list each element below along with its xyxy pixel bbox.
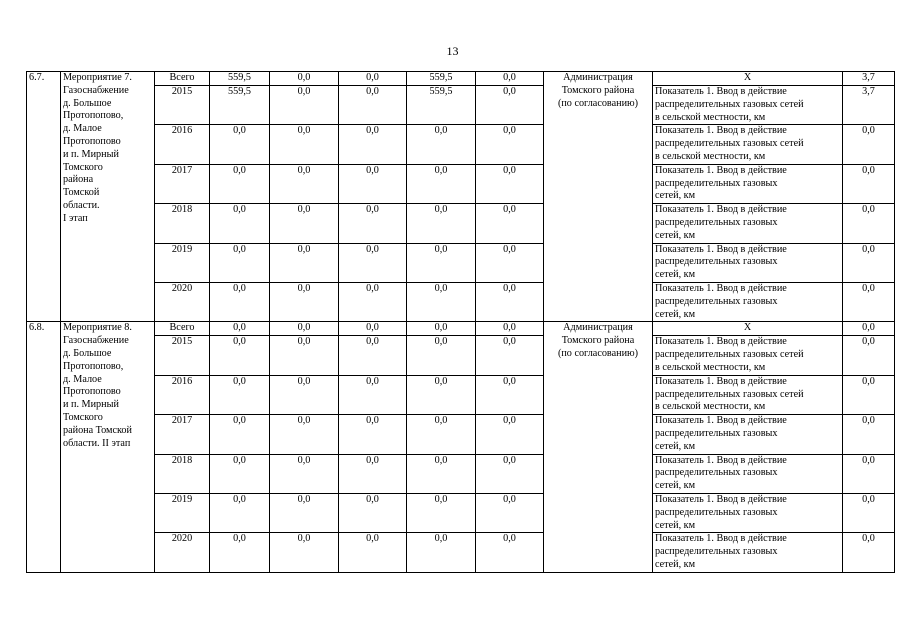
measure-title-line: района Томской xyxy=(63,424,132,436)
amount-cell-c3: 559,5 xyxy=(407,72,476,86)
indicator-value-cell: 0,0 xyxy=(843,125,895,164)
indicator-line: Показатель 1. Ввод в действие xyxy=(655,336,787,348)
amount-cell-total: 0,0 xyxy=(210,493,270,532)
table-row xyxy=(27,454,895,493)
amount-cell-c4: 0,0 xyxy=(476,72,544,86)
indicator-line: Показатель 1. Ввод в действие xyxy=(655,86,787,97)
amount-cell-c3: 0,0 xyxy=(407,454,476,493)
indicator-value-cell: 3,7 xyxy=(843,72,895,86)
indicator-line: Показатель 1. Ввод в действие xyxy=(655,204,787,216)
year-cell: 2017 xyxy=(155,415,210,454)
table-row xyxy=(27,375,895,414)
amount-cell-c1: 0,0 xyxy=(270,375,339,414)
amount-cell-c1: 0,0 xyxy=(270,72,339,86)
indicator-value-cell: 3,7 xyxy=(843,86,895,125)
year-cell: 2019 xyxy=(155,493,210,532)
organization-line: Администрация xyxy=(563,322,633,334)
measure-title-line: и п. Мирный xyxy=(63,148,119,160)
indicator-value-cell: 0,0 xyxy=(843,282,895,321)
indicator-line: сетей, км xyxy=(655,440,696,452)
amount-cell-c1: 0,0 xyxy=(270,164,339,203)
year-cell: 2015 xyxy=(155,336,210,375)
amount-cell-c2: 0,0 xyxy=(339,204,407,243)
amount-cell-c3: 0,0 xyxy=(407,493,476,532)
amount-cell-c4: 0,0 xyxy=(476,533,544,572)
indicator-cell xyxy=(653,282,843,321)
indicator-line: Показатель 1. Ввод в действие xyxy=(655,493,787,505)
amount-cell-c1: 0,0 xyxy=(270,282,339,321)
organization-line: Администрация xyxy=(563,72,633,83)
indicator-value-cell: 0,0 xyxy=(843,493,895,532)
measure-title-line: Протопопово, xyxy=(63,110,124,122)
indicator-line: распределительных газовых xyxy=(655,295,778,307)
table-row xyxy=(27,243,895,282)
indicator-line: в сельской местности, км xyxy=(655,111,766,123)
year-cell: 2020 xyxy=(155,533,210,572)
indicator-line: распределительных газовых xyxy=(655,256,778,268)
indicator-cell xyxy=(653,493,843,532)
amount-cell-c2: 0,0 xyxy=(339,282,407,321)
amount-cell-c4: 0,0 xyxy=(476,415,544,454)
indicator-line: в сельской местности, км xyxy=(655,150,766,162)
table-row xyxy=(27,415,895,454)
table-row xyxy=(27,282,895,321)
table-row xyxy=(27,533,895,572)
indicator-cell xyxy=(653,243,843,282)
indicator-line: сетей, км xyxy=(655,480,696,492)
indicator-line: распределительных газовых сетей xyxy=(655,388,804,400)
indicator-line: сетей, км xyxy=(655,558,696,570)
indicator-value-cell: 0,0 xyxy=(843,415,895,454)
indicator-line: Показатель 1. Ввод в действие xyxy=(655,282,787,294)
indicator-line: распределительных газовых xyxy=(655,546,778,558)
amount-cell-total: 0,0 xyxy=(210,125,270,164)
measure-title-line: Томского xyxy=(63,161,103,173)
measure-title-line: и п. Мирный xyxy=(63,399,119,411)
amount-cell-c1: 0,0 xyxy=(270,415,339,454)
year-cell: 2017 xyxy=(155,164,210,203)
indicator-cell: Х xyxy=(653,322,843,336)
indicator-line: распределительных газовых сетей xyxy=(655,349,804,361)
indicator-cell xyxy=(653,125,843,164)
amount-cell-total: 0,0 xyxy=(210,164,270,203)
indicator-value-cell: 0,0 xyxy=(843,243,895,282)
measure-title-line: Мероприятие 7. xyxy=(63,72,132,83)
measure-title-line: области. xyxy=(63,199,100,211)
amount-cell-c1: 0,0 xyxy=(270,125,339,164)
indicator-value-cell: 0,0 xyxy=(843,164,895,203)
budget-table xyxy=(26,71,895,573)
amount-cell-c1: 0,0 xyxy=(270,243,339,282)
amount-cell-c4: 0,0 xyxy=(476,125,544,164)
measure-title-line: д. Большое xyxy=(63,97,112,109)
amount-cell-c2: 0,0 xyxy=(339,454,407,493)
amount-cell-c3: 0,0 xyxy=(407,243,476,282)
year-cell: 2016 xyxy=(155,375,210,414)
indicator-line: распределительных газовых сетей xyxy=(655,98,804,110)
year-cell: Всего xyxy=(155,72,210,86)
amount-cell-c1: 0,0 xyxy=(270,204,339,243)
amount-cell-c3: 559,5 xyxy=(407,86,476,125)
amount-cell-c4: 0,0 xyxy=(476,493,544,532)
indicator-line: Показатель 1. Ввод в действие xyxy=(655,243,787,255)
indicator-line: сетей, км xyxy=(655,269,696,281)
measure-title-line: Мероприятие 8. xyxy=(63,322,132,334)
amount-cell-c2: 0,0 xyxy=(339,72,407,86)
year-cell: 2018 xyxy=(155,204,210,243)
year-cell: 2016 xyxy=(155,125,210,164)
amount-cell-c4: 0,0 xyxy=(476,454,544,493)
amount-cell-c2: 0,0 xyxy=(339,533,407,572)
indicator-line: распределительных газовых xyxy=(655,177,778,189)
year-cell: 2019 xyxy=(155,243,210,282)
amount-cell-total: 0,0 xyxy=(210,454,270,493)
measure-title-line: Томского xyxy=(63,411,103,423)
table-row xyxy=(27,72,895,86)
amount-cell-total: 0,0 xyxy=(210,415,270,454)
amount-cell-c3: 0,0 xyxy=(407,282,476,321)
amount-cell-c2: 0,0 xyxy=(339,415,407,454)
amount-cell-c3: 0,0 xyxy=(407,125,476,164)
amount-cell-c4: 0,0 xyxy=(476,164,544,203)
indicator-line: сетей, км xyxy=(655,519,696,531)
organization-line: (по согласованию) xyxy=(557,97,639,109)
indicator-line: распределительных газовых сетей xyxy=(655,138,804,150)
organization-line: (по согласованию) xyxy=(557,347,639,359)
amount-cell-total: 0,0 xyxy=(210,282,270,321)
measure-title-line: д. Малое xyxy=(63,373,102,385)
amount-cell-c4: 0,0 xyxy=(476,322,544,336)
amount-cell-c4: 0,0 xyxy=(476,204,544,243)
measure-title-line: Протопопово xyxy=(63,386,121,398)
amount-cell-c3: 0,0 xyxy=(407,533,476,572)
organization-line: Томского района xyxy=(561,335,635,347)
indicator-value-cell: 0,0 xyxy=(843,336,895,375)
amount-cell-c4: 0,0 xyxy=(476,86,544,125)
table-row xyxy=(27,164,895,203)
amount-cell-c1: 0,0 xyxy=(270,336,339,375)
indicator-cell xyxy=(653,204,843,243)
amount-cell-total: 0,0 xyxy=(210,533,270,572)
measure-title-line: Протопопово xyxy=(63,135,121,147)
measure-title xyxy=(61,72,155,322)
indicator-value-cell: 0,0 xyxy=(843,322,895,336)
amount-cell-c3: 0,0 xyxy=(407,336,476,375)
amount-cell-total: 0,0 xyxy=(210,375,270,414)
indicator-cell xyxy=(653,454,843,493)
indicator-cell: Х xyxy=(653,72,843,86)
indicator-cell xyxy=(653,375,843,414)
measure-title xyxy=(61,322,155,572)
measure-title-line: I этап xyxy=(63,212,88,224)
table-row xyxy=(27,86,895,125)
indicator-line: Показатель 1. Ввод в действие xyxy=(655,454,787,466)
indicator-cell xyxy=(653,86,843,125)
indicator-line: Показатель 1. Ввод в действие xyxy=(655,533,787,545)
indicator-cell xyxy=(653,164,843,203)
amount-cell-c4: 0,0 xyxy=(476,336,544,375)
table-row xyxy=(27,322,895,336)
amount-cell-c2: 0,0 xyxy=(339,243,407,282)
indicator-value-cell: 0,0 xyxy=(843,204,895,243)
indicator-cell xyxy=(653,533,843,572)
responsible-organization xyxy=(544,72,653,322)
indicator-line: сетей, км xyxy=(655,190,696,202)
measure-title-line: д. Малое xyxy=(63,123,102,135)
indicator-line: распределительных газовых xyxy=(655,216,778,228)
indicator-line: Показатель 1. Ввод в действие xyxy=(655,375,787,387)
indicator-value-cell: 0,0 xyxy=(843,533,895,572)
table-row xyxy=(27,336,895,375)
indicator-cell xyxy=(653,415,843,454)
measure-title-line: Газоснабжение xyxy=(63,84,129,96)
indicator-line: Показатель 1. Ввод в действие xyxy=(655,415,787,427)
indicator-value-cell: 0,0 xyxy=(843,375,895,414)
amount-cell-total: 0,0 xyxy=(210,243,270,282)
amount-cell-c2: 0,0 xyxy=(339,164,407,203)
amount-cell-c3: 0,0 xyxy=(407,415,476,454)
amount-cell-total: 0,0 xyxy=(210,204,270,243)
amount-cell-c2: 0,0 xyxy=(339,125,407,164)
amount-cell-c2: 0,0 xyxy=(339,86,407,125)
amount-cell-c4: 0,0 xyxy=(476,282,544,321)
year-cell: 2015 xyxy=(155,86,210,125)
measure-code: 6.8. xyxy=(27,322,61,572)
organization-line: Томского района xyxy=(561,84,635,96)
year-cell: 2018 xyxy=(155,454,210,493)
amount-cell-c3: 0,0 xyxy=(407,204,476,243)
indicator-line: в сельской местности, км xyxy=(655,361,766,373)
amount-cell-total: 0,0 xyxy=(210,336,270,375)
amount-cell-c1: 0,0 xyxy=(270,454,339,493)
measure-title-line: области. II этап xyxy=(63,437,131,449)
measure-title-line: д. Большое xyxy=(63,347,112,359)
responsible-organization xyxy=(544,322,653,572)
amount-cell-c2: 0,0 xyxy=(339,375,407,414)
indicator-line: распределительных газовых xyxy=(655,467,778,479)
amount-cell-c4: 0,0 xyxy=(476,243,544,282)
amount-cell-c1: 0,0 xyxy=(270,86,339,125)
indicator-cell xyxy=(653,336,843,375)
year-cell: Всего xyxy=(155,322,210,336)
amount-cell-c4: 0,0 xyxy=(476,375,544,414)
indicator-value-cell: 0,0 xyxy=(843,454,895,493)
amount-cell-c2: 0,0 xyxy=(339,322,407,336)
table-row xyxy=(27,493,895,532)
page-number: 13 xyxy=(446,44,459,58)
amount-cell-total: 0,0 xyxy=(210,322,270,336)
measure-title-line: Томской xyxy=(63,187,100,199)
amount-cell-c1: 0,0 xyxy=(270,322,339,336)
indicator-line: сетей, км xyxy=(655,308,696,320)
measure-title-line: Протопопово, xyxy=(63,360,124,372)
indicator-line: распределительных газовых xyxy=(655,427,778,439)
amount-cell-total: 559,5 xyxy=(210,86,270,125)
indicator-line: Показатель 1. Ввод в действие xyxy=(655,164,787,176)
amount-cell-c1: 0,0 xyxy=(270,493,339,532)
measure-title-line: района xyxy=(63,174,94,186)
indicator-line: распределительных газовых xyxy=(655,506,778,518)
table-row xyxy=(27,125,895,164)
amount-cell-c2: 0,0 xyxy=(339,336,407,375)
amount-cell-c3: 0,0 xyxy=(407,375,476,414)
table-row xyxy=(27,204,895,243)
amount-cell-total: 559,5 xyxy=(210,72,270,86)
indicator-line: в сельской местности, км xyxy=(655,401,766,413)
amount-cell-c3: 0,0 xyxy=(407,322,476,336)
year-cell: 2020 xyxy=(155,282,210,321)
measure-title-line: Газоснабжение xyxy=(63,335,129,347)
indicator-line: сетей, км xyxy=(655,229,696,241)
amount-cell-c2: 0,0 xyxy=(339,493,407,532)
amount-cell-c1: 0,0 xyxy=(270,533,339,572)
amount-cell-c3: 0,0 xyxy=(407,164,476,203)
measure-code: 6.7. xyxy=(27,72,61,322)
indicator-line: Показатель 1. Ввод в действие xyxy=(655,125,787,137)
